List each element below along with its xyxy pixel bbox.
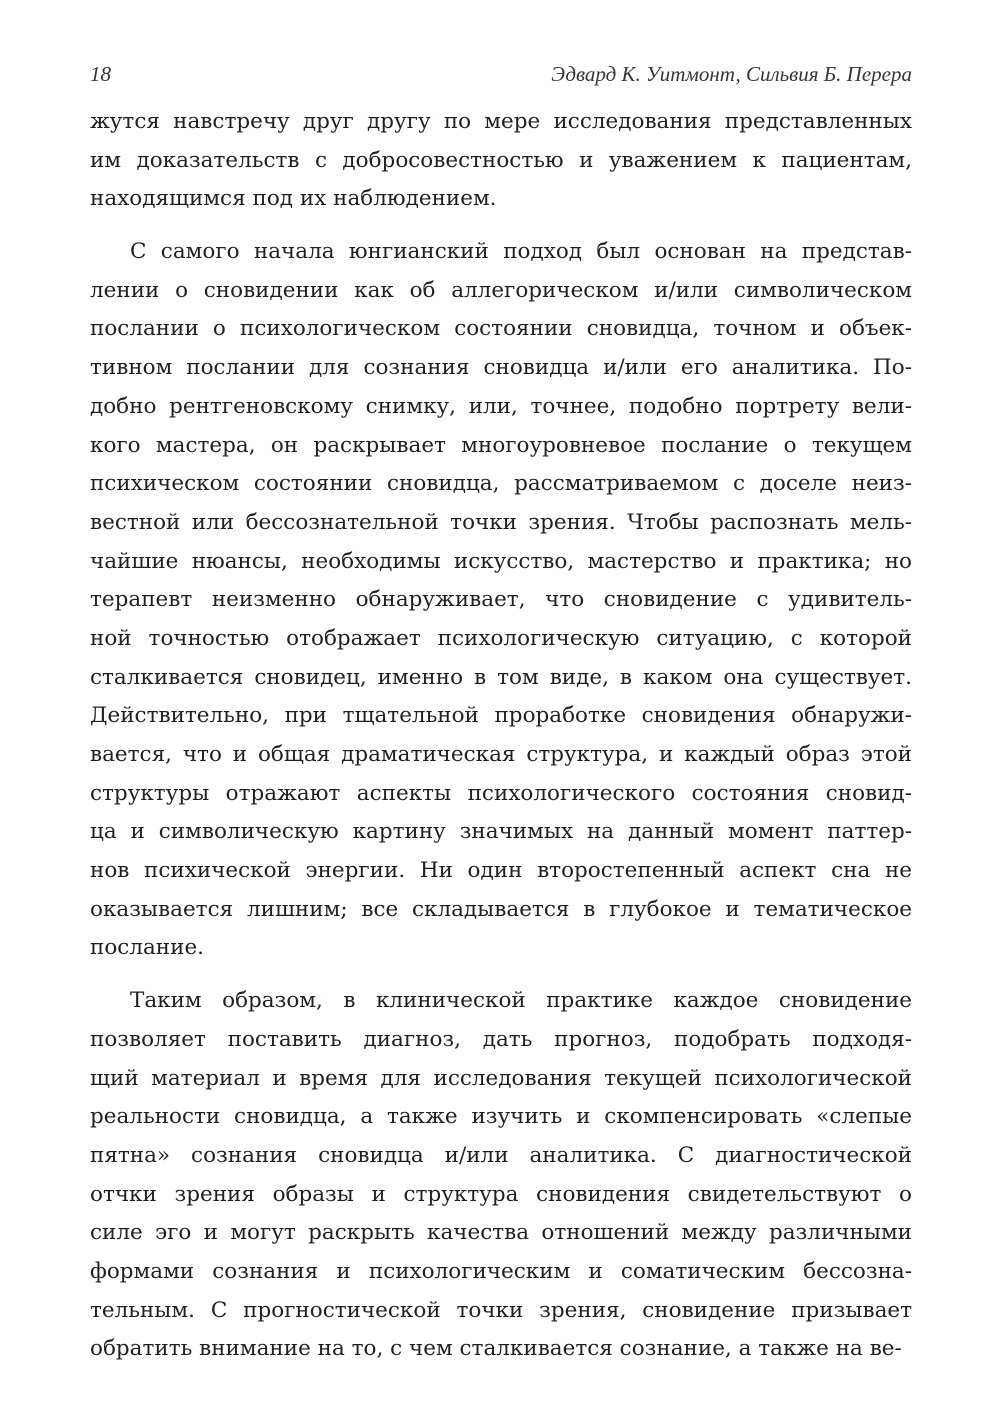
running-header-authors: Эдвард К. Уитмонт, Сильвия Б. Перера xyxy=(551,62,912,86)
text-line: находящимся под их наблюдением. xyxy=(90,186,497,212)
text-line: формами сознания и психологическим и соматическим бессозна- xyxy=(90,1258,912,1284)
text-line: ца и символическую картину значимых на данный момент паттер- xyxy=(90,819,912,845)
text-line: лении о сновидении как об аллегорическом и/или символическом xyxy=(90,277,912,303)
text-line: послание. xyxy=(90,935,205,961)
text-line: Таким образом, в клинической практике каждое сновидение xyxy=(130,988,912,1014)
text-line: щий материал и время для исследования текущей психологической xyxy=(90,1065,912,1091)
text-line: вестной или бессознательной точки зрения. Чтобы распознать мель- xyxy=(90,509,912,535)
text-line: обратить внимание на то, с чем сталкивается сознание, а также на ве- xyxy=(90,1336,902,1362)
text-line: силе эго и могут раскрыть качества отношений между различными xyxy=(90,1220,912,1246)
paragraph xyxy=(90,233,912,968)
paragraph xyxy=(90,103,912,219)
text-line: С самого начала юнгианский подход был основан на представ- xyxy=(130,239,912,265)
text-line: сталкивается сновидец, именно в том виде, в каком она существует. xyxy=(90,664,912,690)
text-line: нов психической энергии. Ни один второстепенный аспект сна не xyxy=(90,858,912,884)
text-line: жутся навстречу друг другу по мере исследования представленных xyxy=(90,109,912,134)
text-line: послании о психологическом состоянии сновидца, точном и объек- xyxy=(90,316,912,342)
text-line: терапевт неизменно обнаруживает, что сновидение с удивитель- xyxy=(90,587,912,613)
text-line: отчки зрения образы и структура сновидения свидетельствуют о xyxy=(90,1181,912,1207)
text-line: им доказательств с добросовестностью и уважением к пациентам, xyxy=(90,147,912,173)
text-line: тивном послании для сознания сновидца и/или его аналитика. По- xyxy=(90,355,912,381)
text-line: добно рентгеновскому снимку, или, точнее, подобно портрету вели- xyxy=(90,393,912,419)
text-line: позволяет поставить диагноз, дать прогноз, подобрать подходя- xyxy=(90,1026,912,1052)
text-line: тельным. С прогностической точки зрения, сновидение призывает xyxy=(90,1297,912,1323)
text-line: Действительно, при тщательной проработке сновидения обнаружи- xyxy=(90,703,912,729)
text-line: ной точностью отображает психологическую ситуацию, с которой xyxy=(90,625,912,651)
text-line: психическом состоянии сновидца, рассматриваемом с доселе неиз- xyxy=(90,471,912,497)
running-header xyxy=(90,58,912,90)
body-text xyxy=(90,103,912,1369)
text-line: структуры отражают аспекты психологического состояния сновид- xyxy=(90,780,912,806)
text-line: реальности сновидца, а также изучить и скомпенсировать «слепые xyxy=(90,1104,912,1130)
paragraph xyxy=(90,982,912,1369)
text-line: чайшие нюансы, необходимы искусство, мастерство и практика; но xyxy=(90,548,912,574)
text-line: оказывается лишним; все складывается в глубокое и тематическое xyxy=(90,896,912,922)
text-line: пятна» сознания сновидца и/или аналитика. С диагностической xyxy=(90,1142,912,1168)
text-line: вается, что и общая драматическая структура, и каждый образ этой xyxy=(90,742,912,767)
page-number: 18 xyxy=(90,62,111,86)
text-line: кого мастера, он раскрывает многоуровневое послание о текущем xyxy=(90,432,912,458)
